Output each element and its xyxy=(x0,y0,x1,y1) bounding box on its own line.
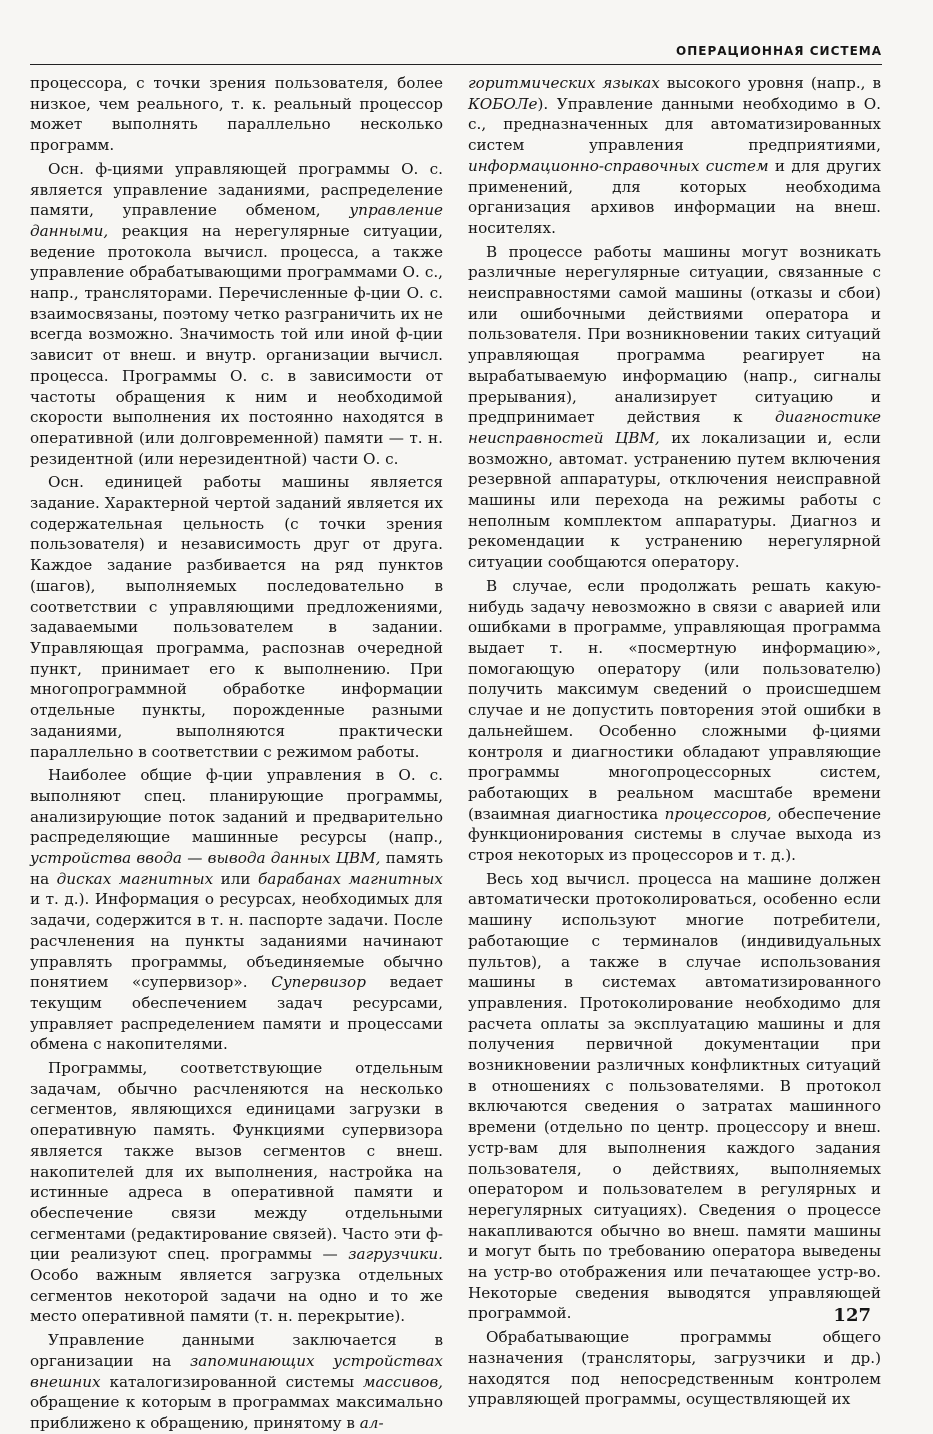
page-number: 127 xyxy=(833,1305,871,1326)
paragraph: Управление данными заключается в организации на запоминающих устройствах внешних каталогизированной системы массивов, обращение к которым в программах максимально приближено к обращению, принятому в ал- xyxy=(30,1331,443,1432)
paragraph: Наиболее общие ф-ции управления в О. с. выполняют спец. планирующие программы, анализирующие поток заданий и предварительно распределяющие машинные ресурсы (напр., устройства ввода — вывода данных ЦВМ, память на дисках магнитных или барабанах магнитных и т. д.). Информация о ресурсах, необходимых для задачи, содержится в т. н. паспорте задачи. После расчленения на пункты заданиями начинают управлять программы, объединяемые обычно понятием «супервизор». Супервизор ведает текущим обеспечением задач ресурсами, управляет распределением памяти и процессами обмена с накопителями. xyxy=(30,766,443,1054)
paragraph: Обрабатывающие программы общего назначения (трансляторы, загрузчики и др.) находятся под непосредственным контролем управляющей программы, осуществляющей их xyxy=(468,1328,881,1409)
paragraph: горитмических языках высокого уровня (напр., в КОБОЛе). Управление данными необходимо в О. с., предназначенных для автоматизированных систем управления предприятиями, информационно-справочных систем и для других применений, для которых необходима организация архивов информации на внеш. носителях. xyxy=(468,74,881,237)
left-column xyxy=(30,73,443,1432)
paragraph: Осн. ф-циями управляющей программы О. с. является управление заданиями, распределение памяти, управление обменом, управление данными, реакция на нерегулярные ситуации, ведение протокола вычисл. процесса, а также управление обрабатывающими программами О. с., напр., трансляторами. Перечисленные ф-ции О. с. взаимосвязаны, поэтому четко разграничить их не всегда возможно. Значимость той или иной ф-ции зависит от внеш. и внутр. организации вычисл. процесса. Программы О. с. в зависимости от частоты обращения к ним и необходимой скорости выполнения их постоянно находятся в оперативной (или долговременной) памяти — т. н. резидентной (или нерезидентной) части О. с. xyxy=(30,159,443,468)
running-header xyxy=(30,40,882,65)
paragraph: Весь ход вычисл. процесса на машине должен автоматически протоколироваться, особенно если машину используют многие потребители, работающие с терминалов (индивидуальных пультов), а также в случае использования машины в системах автоматизированного управления. Протоколирование необходимо для расчета оплаты за эксплуатацию машины и для получения первичной документации при возникновении различных конфликтных ситуаций в отношениях с пользователями. В протокол включаются сведения о затратах машинного времени (отдельно по центр. процессору и внеш. устр-вам для выполнения каждого задания пользователя, о действиях, выполняемых оператором и пользователем в регулярных и нерегулярных ситуациях). Сведения о процессе накапливаются обычно во внеш. памяти машины и могут быть по требованию оператора выведены на устр-во отображения или печатающее устр-во. Некоторые сведения выводятся управляющей программой. xyxy=(468,869,881,1323)
paragraph: В случае, если продолжать решать какую-нибудь задачу невозможно в связи с аварией или ошибками в программе, управляющая программа выдает т. н. «посмертную информацию», помогающую оператору (или пользователю) получить максимум сведений о происшедшем случае и не допустить повторения этой ошибки в дальнейшем. Особенно сложными ф-циями контроля и диагностики обладают управляющие программы многопроцессорных систем, работающих в реальном масштабе времени (взаимная диагностика процессоров, обеспечение функционирования системы в случае выхода из строя некоторых из процессоров и т. д.). xyxy=(468,576,881,865)
paragraph: Осн. единицей работы машины является задание. Характерной чертой заданий является их содержательная цельность (с точки зрения пользователя) и независимость друг от друга. Каждое задание разбивается на ряд пунктов (шагов), выполняемых последовательно в соответствии с управляющими предложениями, задаваемыми пользователем в задании. Управляющая программа, распознав очередной пункт, принимает его к выполнению. При многопрограммной обработке информации отдельные пункты, порожденные разными заданиями, выполняются практически параллельно в соответствии с режимом работы. xyxy=(30,473,443,761)
header-title: ОПЕРАЦИОННАЯ СИСТЕМА xyxy=(676,44,882,58)
paragraph: В процессе работы машины могут возникать различные нерегулярные ситуации, связанные с неисправностями самой машины (отказы и сбои) или ошибочными действиями оператора и пользователя. При возникновении таких ситуаций управляющая программа реагирует на вырабатываемую информацию (напр., сигналы прерывания), анализирует ситуацию и предпринимает действия к диагностике неисправностей ЦВМ, их локализации и, если возможно, автомат. устранению путем включения резервной аппаратуры, отключения неисправной машины или перехода на режимы работы с неполным комплектом аппаратуры. Диагноз и рекомендации к устранению нерегулярной ситуации сообщаются оператору. xyxy=(468,242,881,572)
paragraph: Программы, соответствующие отдельным задачам, обычно расчленяются на несколько сегментов, являющихся единицами загрузки в оперативную память. Функциями супервизора является также вызов сегментов с внеш. накопителей для их выполнения, настройка на истинные адреса в оперативной памяти и обеспечение связи между отдельными сегментами (редактирование связей). Часто эти ф-ции реализуют спец. программы — загрузчики. Особо важным является загрузка отдельных сегментов некоторой задачи на одно и то же место оперативной памяти (т. н. перекрытие). xyxy=(30,1059,443,1326)
paragraph: процессора, с точки зрения пользователя, более низкое, чем реального, т. к. реальный процессор может выполнять параллельно несколько программ. xyxy=(30,74,443,155)
